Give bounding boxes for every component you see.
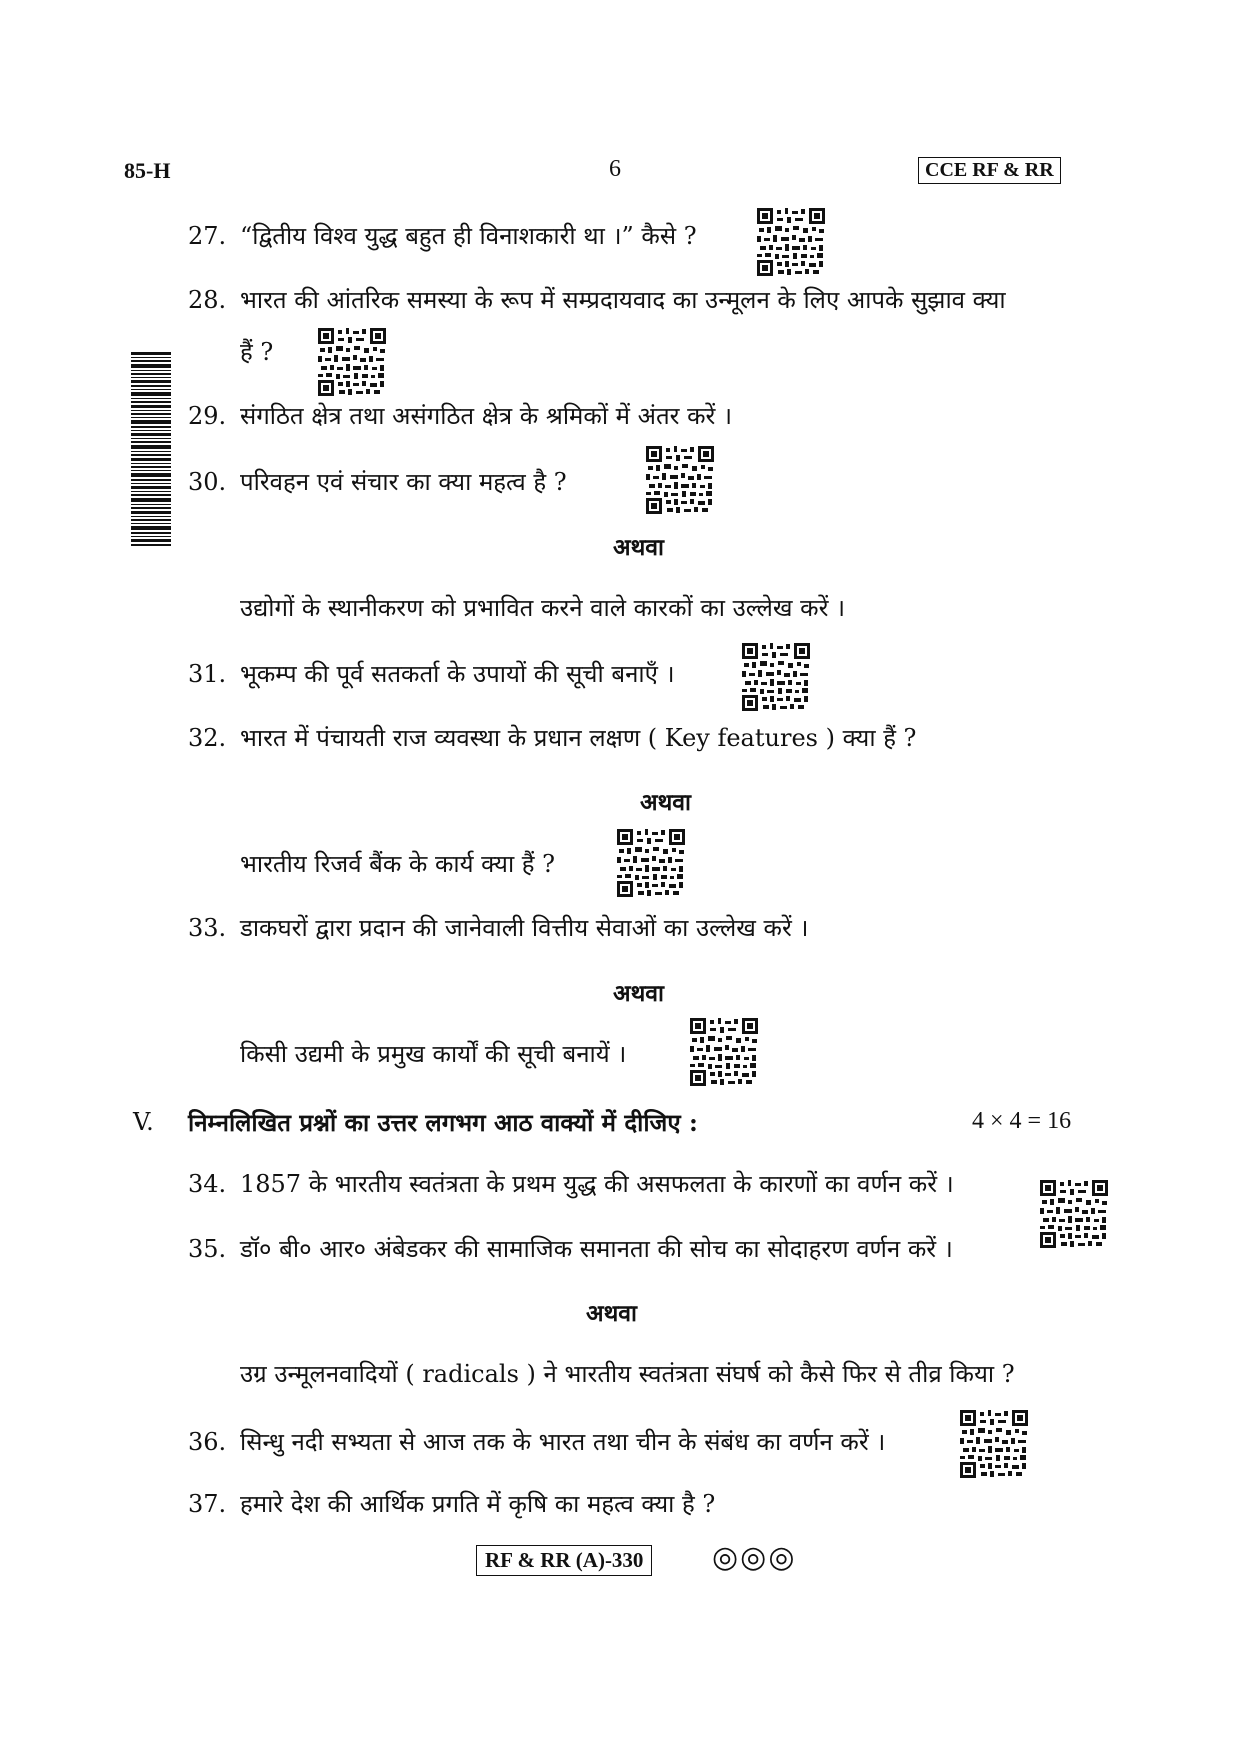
qr-code-icon [318,328,386,396]
question-28 [188,286,1006,315]
question-27 [188,222,697,251]
qr-code-icon [1040,1180,1108,1248]
page-number: 6 [609,156,621,182]
question-32-alternative: भारतीय रिजर्व बैंक के कार्य क्या हैं ? [240,850,556,878]
question-number: 33. [188,914,227,942]
question-31 [188,660,675,689]
question-37 [188,1490,715,1519]
question-text: 1857 के भारतीय स्वतंत्रता के प्रथम युद्ध की असफलता के कारणों का वर्णन करें । [240,1170,954,1198]
paper-code: 85-H [124,158,171,183]
question-30 [188,468,567,497]
section-number: V. [133,1108,154,1136]
question-text: भारत में पंचायती राज व्यवस्था के प्रधान लक्षण ( Key features ) क्या हैं ? [240,724,917,752]
question-text: भारत की आंतरिक समस्या के रूप में सम्प्रदायवाद का उन्मूलन के लिए आपके सुझाव क्या [240,286,1006,314]
footer-code: RF & RR (A)-330 [476,1545,652,1576]
qr-code-icon [757,208,825,276]
question-number: 29. [188,402,227,430]
barcode-image [131,352,171,547]
question-28-continued: हैं ? [240,338,274,366]
qr-code-icon [690,1018,758,1086]
question-number: 32. [188,724,227,752]
or-separator: अथवा [613,534,665,561]
qr-code-icon [617,829,685,897]
question-30-alternative: उद्योगों के स्थानीकरण को प्रभावित करने वाले कारकों का उल्लेख करें । [240,594,846,622]
question-36 [188,1428,885,1457]
question-text: डॉ० बी० आर० अंबेडकर की सामाजिक समानता की सोच का सोदाहरण वर्णन करें । [240,1235,953,1263]
section-marks: 4 × 4 = 16 [972,1108,1072,1134]
question-number: 27. [188,222,227,250]
question-number: 30. [188,468,227,496]
question-number: 35. [188,1235,227,1263]
question-number: 34. [188,1170,227,1198]
question-35-alternative: उग्र उन्मूलनवादियों ( radicals ) ने भारतीय स्वतंत्रता संघर्ष को कैसे फिर से तीव्र किया ? [240,1360,1015,1388]
question-33 [188,914,808,943]
question-32 [188,724,916,753]
question-text: भूकम्प की पूर्व सतकर्ता के उपायों की सूची बनाएँ । [240,660,675,688]
section-title: निम्नलिखित प्रश्नों का उत्तर लगभग आठ वाक्यों में दीजिए : [188,1108,698,1137]
or-separator: अथवा [613,980,665,1007]
question-text: संगठित क्षेत्र तथा असंगठित क्षेत्र के श्रमिकों में अंतर करें । [240,402,733,430]
question-text: “द्वितीय विश्व युद्ध बहुत ही विनाशकारी था ।” कैसे ? [240,222,697,250]
qr-code-icon [960,1410,1028,1478]
question-34 [188,1170,954,1199]
question-text: परिवहन एवं संचार का क्या महत्व है ? [240,468,567,496]
question-35 [188,1235,953,1264]
qr-code-icon [742,643,810,711]
or-separator: अथवा [586,1300,638,1327]
question-number: 37. [188,1490,227,1518]
question-33-alternative: किसी उद्यमी के प्रमुख कार्यों की सूची बनायें । [240,1040,627,1068]
qr-code-icon [646,446,714,514]
series-code: CCE RF & RR [918,157,1061,184]
question-text: डाकघरों द्वारा प्रदान की जानेवाली वित्तीय सेवाओं का उल्लेख करें । [240,914,809,942]
question-number: 28. [188,286,227,314]
question-text: हमारे देश की आर्थिक प्रगति में कृषि का महत्व क्या है ? [240,1490,716,1518]
question-text: सिन्धु नदी सभ्यता से आज तक के भारत तथा चीन के संबंध का वर्णन करें । [240,1428,886,1456]
footer-symbols: ◎◎◎ [712,1540,797,1575]
question-number: 36. [188,1428,227,1456]
or-separator: अथवा [640,789,692,816]
question-29 [188,402,732,431]
question-number: 31. [188,660,227,688]
